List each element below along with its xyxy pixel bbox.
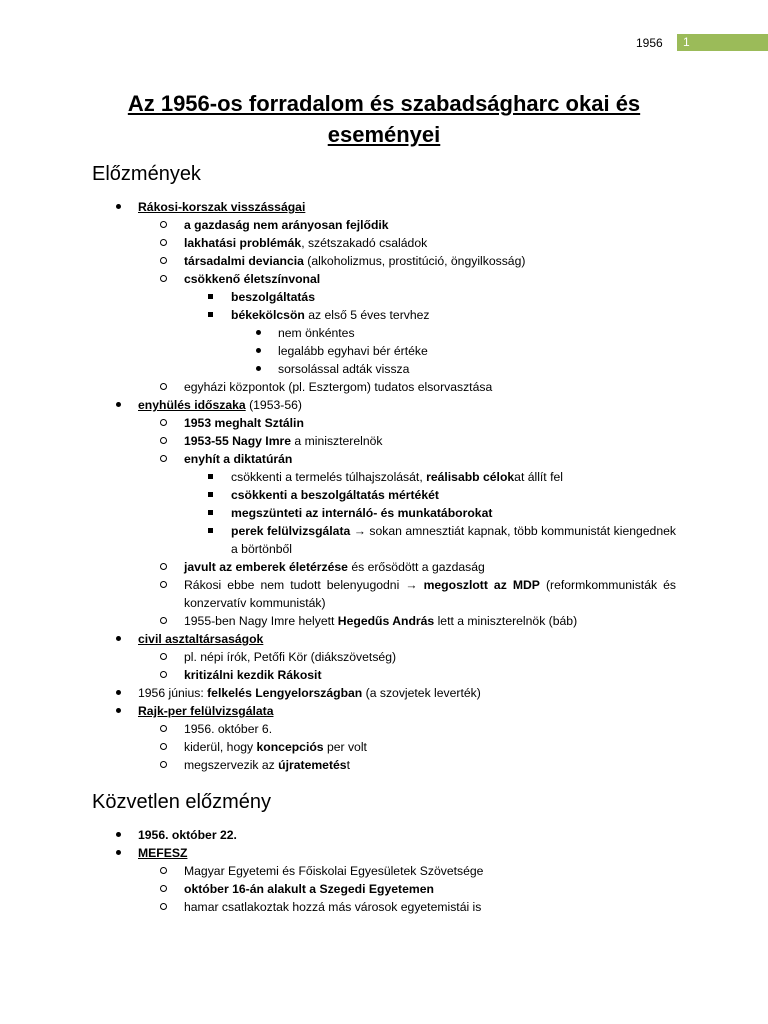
list-item-text	[184, 270, 676, 288]
text-run: megszervezik az	[184, 758, 279, 772]
bullet-dot-icon	[116, 708, 121, 713]
bullet-square-icon	[208, 510, 213, 515]
text-run: október 16-án alakult a Szegedi Egyetemen	[184, 882, 434, 896]
list-item	[0, 378, 768, 396]
text-run: 1953 meghalt Sztálin	[184, 416, 304, 430]
bullet-circle-icon	[160, 221, 167, 228]
bullet-circle-icon	[160, 761, 167, 768]
text-run: kiderül, hogy	[184, 740, 257, 754]
bullet-dot-icon	[256, 330, 261, 335]
text-run: újratemetés	[278, 758, 347, 772]
text-run: lakhatási problémák	[184, 236, 302, 250]
list-item-text	[184, 756, 676, 774]
text-run: hamar csatlakoztak hozzá más városok egyetemistái is	[184, 900, 482, 914]
text-run: egyházi központok (pl. Esztergom) tudatos elsorvasztása	[184, 380, 493, 394]
text-run: kritizálni kezdik Rákosit	[184, 668, 322, 682]
bullet-circle-icon	[160, 617, 167, 624]
list-item	[0, 234, 768, 252]
bullet-circle-icon	[160, 743, 167, 750]
document-title: Az 1956-os forradalom és szabadságharc okai és eseményei	[127, 91, 641, 147]
list-item	[0, 396, 768, 414]
text-run: csökkenti a beszolgáltatás mértékét	[231, 488, 439, 502]
list-item	[0, 702, 768, 720]
text-run: beszolgáltatás	[231, 290, 315, 304]
list-item	[0, 684, 768, 702]
text-run: a gazdaság nem arányosan fejlődik	[184, 218, 389, 232]
list-item-text	[278, 324, 676, 342]
list-item-text	[231, 522, 676, 558]
list-item-text	[138, 844, 676, 862]
list-item	[0, 898, 768, 916]
text-run: (alkoholizmus, prostitúció, öngyilkosság)	[303, 254, 526, 268]
text-run: perek felülvizsgálata	[231, 524, 351, 538]
list-item-text	[184, 612, 676, 630]
list-item-text	[138, 198, 676, 216]
bullet-dot-icon	[116, 636, 121, 641]
text-run: MEFESZ	[138, 846, 188, 860]
bullet-square-icon	[208, 294, 213, 299]
bullet-circle-icon	[160, 671, 167, 678]
bullet-circle-icon	[160, 275, 167, 282]
text-run: enyhülés időszaka	[138, 398, 246, 412]
list-item-text	[231, 486, 676, 504]
text-run: (1953-56)	[245, 398, 302, 412]
list-item-text	[184, 378, 676, 396]
bullet-dot-icon	[116, 690, 121, 695]
list-item-text	[278, 342, 676, 360]
list-item-text	[278, 360, 676, 378]
bullet-square-icon	[208, 312, 213, 317]
list-item-text	[184, 898, 676, 916]
text-run: felkelés Lengyelországban	[207, 686, 363, 700]
bullet-dot-icon	[116, 832, 121, 837]
bullet-circle-icon	[160, 455, 167, 462]
text-run: Rákosi ebbe nem tudott belenyugodni →	[184, 578, 424, 592]
list-item-text	[184, 558, 676, 576]
section-heading-kozvetlen-elozmeny: Közvetlen előzmény	[92, 791, 271, 813]
list-item	[0, 486, 768, 504]
text-run: koncepciós	[256, 740, 324, 754]
list-item-text	[231, 468, 676, 486]
list-item	[0, 630, 768, 648]
text-run: 1955-ben Nagy Imre helyett	[184, 614, 338, 628]
list-item	[0, 666, 768, 684]
text-run: lett a miniszterelnök (báb)	[434, 614, 578, 628]
list-item	[0, 720, 768, 738]
list-item	[0, 756, 768, 774]
bullet-square-icon	[208, 474, 213, 479]
bullet-square-icon	[208, 528, 213, 533]
list-item	[0, 504, 768, 522]
text-run: civil asztaltársaságok	[138, 632, 264, 646]
list-item-text	[231, 504, 676, 522]
text-run: nem önkéntes	[278, 326, 355, 340]
text-run: megszünteti az internáló- és munkatáborokat	[231, 506, 493, 520]
list-item	[0, 432, 768, 450]
list-item	[0, 522, 768, 558]
text-run: javult az emberek életérzése	[184, 560, 348, 574]
list-item	[0, 648, 768, 666]
text-run: csökkenő életszínvonal	[184, 272, 321, 286]
text-run: per volt	[323, 740, 367, 754]
bullet-circle-icon	[160, 419, 167, 426]
bullet-dot-icon	[116, 402, 121, 407]
text-run: az első 5 éves tervhez	[304, 308, 430, 322]
text-run: pl. népi írók, Petőfi Kör (diákszövetség)	[184, 650, 397, 664]
text-run: reálisabb célok	[426, 470, 515, 484]
list-item-text	[231, 306, 676, 324]
bullet-circle-icon	[160, 653, 167, 660]
bullet-circle-icon	[160, 903, 167, 910]
list-item-text	[138, 826, 676, 844]
bullet-list-elozmenyek	[0, 198, 768, 774]
list-item-text	[184, 216, 676, 234]
list-item	[0, 414, 768, 432]
list-item	[0, 450, 768, 468]
bullet-circle-icon	[160, 437, 167, 444]
list-item	[0, 306, 768, 324]
list-item-text	[184, 648, 676, 666]
list-item-text	[184, 862, 676, 880]
bullet-dot-icon	[116, 204, 121, 209]
list-item	[0, 558, 768, 576]
list-item	[0, 576, 768, 612]
list-item	[0, 738, 768, 756]
list-item-text	[184, 234, 676, 252]
list-item-text	[184, 252, 676, 270]
list-item-text	[184, 450, 676, 468]
text-run: 1956. október 22.	[138, 828, 237, 842]
bullet-circle-icon	[160, 239, 167, 246]
list-item	[0, 342, 768, 360]
text-run: békekölcsön	[231, 308, 305, 322]
bullet-circle-icon	[160, 257, 167, 264]
text-run: t	[346, 758, 350, 772]
list-item	[0, 252, 768, 270]
text-run: at állít fel	[514, 470, 563, 484]
text-run: Rákosi-korszak visszásságai	[138, 200, 306, 214]
list-item	[0, 612, 768, 630]
text-run: legalább egyhavi bér értéke	[278, 344, 428, 358]
list-item	[0, 270, 768, 288]
list-item-text	[138, 702, 676, 720]
list-item-text	[231, 288, 676, 306]
text-run: sorsolással adták vissza	[278, 362, 410, 376]
list-item-text	[184, 414, 676, 432]
text-run: csökkenti a termelés túlhajszolását,	[231, 470, 427, 484]
text-run: Rajk-per felülvizsgálata	[138, 704, 274, 718]
list-item	[0, 468, 768, 486]
text-run: Magyar Egyetemi és Főiskolai Egyesületek Szövetsége	[184, 864, 484, 878]
bullet-circle-icon	[160, 885, 167, 892]
text-run: enyhít a diktatúrán	[184, 452, 293, 466]
bullet-list-kozvetlen-elozmeny	[0, 826, 768, 916]
text-run: , szétszakadó családok	[301, 236, 428, 250]
list-item	[0, 826, 768, 844]
text-run: 1953-55 Nagy Imre	[184, 434, 292, 448]
text-run: Hegedűs András	[337, 614, 435, 628]
list-item-text	[184, 576, 676, 612]
list-item-text	[184, 720, 676, 738]
list-item	[0, 844, 768, 862]
list-item-text	[138, 684, 676, 702]
bullet-dot-icon	[256, 348, 261, 353]
text-run: társadalmi deviancia	[184, 254, 304, 268]
list-item	[0, 360, 768, 378]
text-run: a miniszterelnök	[291, 434, 383, 448]
text-run: és erősödött a gazdaság	[347, 560, 485, 574]
list-item	[0, 288, 768, 306]
list-item-text	[184, 880, 676, 898]
text-run: megoszlott az MDP	[423, 578, 540, 592]
text-run: → sokan amnesztiát kapnak, több kommunistát kiengednek a börtönből	[231, 524, 676, 556]
text-run: (reformkommunisták és konzervatív kommunisták)	[184, 578, 676, 610]
text-run: 1956. október 6.	[184, 722, 273, 736]
bullet-circle-icon	[160, 581, 167, 588]
text-run: (a szovjetek leverték)	[362, 686, 481, 700]
list-item-text	[184, 738, 676, 756]
bullet-dot-icon	[116, 850, 121, 855]
list-item	[0, 880, 768, 898]
bullet-circle-icon	[160, 867, 167, 874]
bullet-square-icon	[208, 492, 213, 497]
list-item	[0, 862, 768, 880]
list-item	[0, 324, 768, 342]
list-item-text	[138, 396, 676, 414]
header-year: 1956	[636, 36, 663, 50]
list-item	[0, 216, 768, 234]
page-number-badge: 1	[677, 34, 768, 51]
bullet-circle-icon	[160, 725, 167, 732]
bullet-dot-icon	[256, 366, 261, 371]
bullet-circle-icon	[160, 563, 167, 570]
text-run: 1956 június:	[138, 686, 208, 700]
section-heading-elozmenyek: Előzmények	[92, 163, 201, 185]
list-item-text	[184, 666, 676, 684]
list-item-text	[138, 630, 676, 648]
list-item-text	[184, 432, 676, 450]
list-item	[0, 198, 768, 216]
bullet-circle-icon	[160, 383, 167, 390]
